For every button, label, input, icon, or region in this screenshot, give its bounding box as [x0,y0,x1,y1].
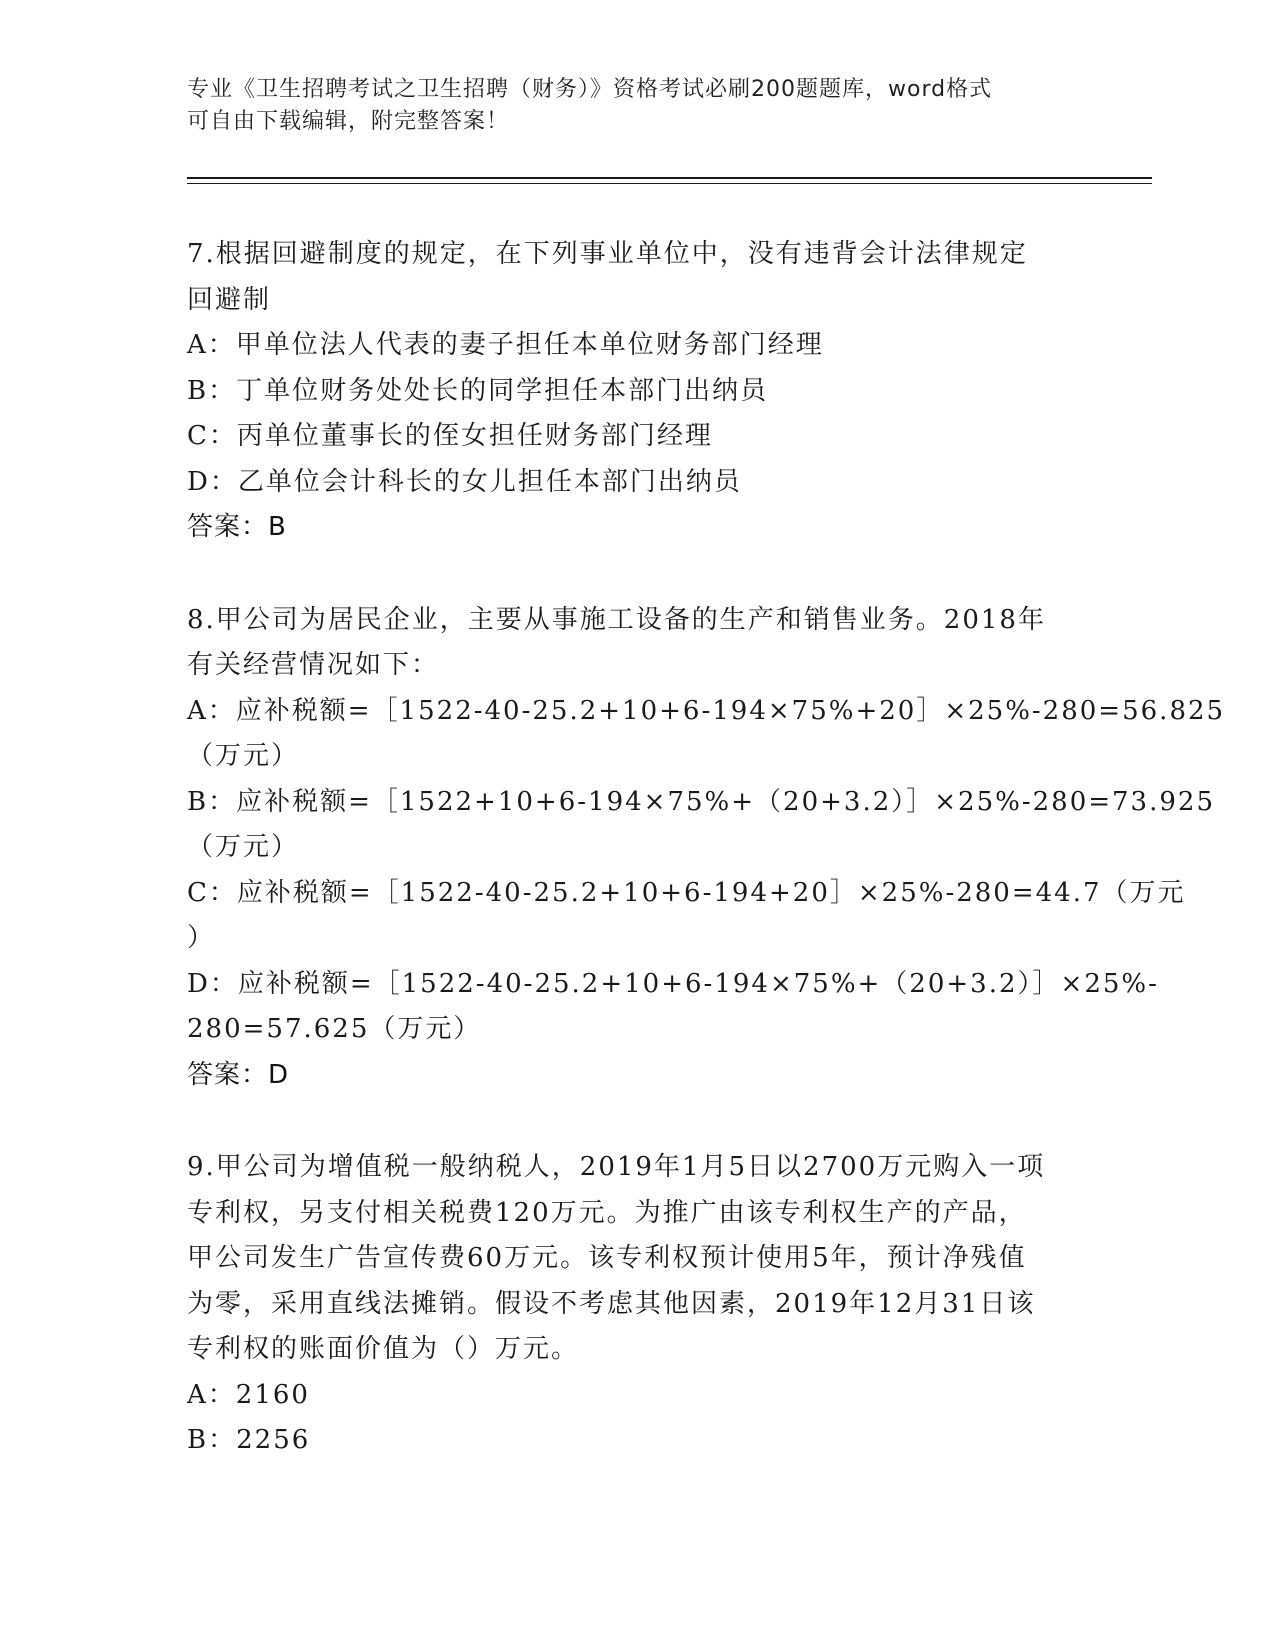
question-stem-line: 为零，采用直线法摊销。假设不考虑其他因素，2019年12月31日该 [187,1288,1036,1319]
option-line: A：2160 [187,1379,310,1410]
answer-line: 答案：D [187,1059,290,1090]
option-line: 280=57.625（万元） [187,1014,482,1044]
option-line: C：丙单位董事长的侄女担任财务部门经理 [187,421,713,451]
question-block [187,598,1226,1099]
option-line: A：甲单位法人代表的妻子担任本单位财务部门经理 [187,330,824,360]
option-line: D：乙单位会计科长的女儿担任本部门出纳员 [187,466,742,497]
question-list [187,232,1226,1511]
answer-line: 答案：B [187,512,287,542]
question-stem-line: 专利权，另支付相关税费120万元。为推广由该专利权生产的产品， [187,1197,1027,1228]
header-divider-thick [187,177,1152,179]
option-line: C：应补税额=［1522-40-25.2+10+6-194+20］×25%-280=44.7（万元 [187,877,1186,908]
question-stem-line: 专利权的账面价值为（）万元。 [187,1334,580,1364]
question-block [187,1145,1087,1464]
question-stem-line: 有关经营情况如下： [187,650,440,680]
option-line: （万元） [187,832,300,862]
option-line: B：应补税额=［1522+10+6-194×75%+（20+3.2）］×25%-280=73.925 [187,786,1215,817]
header-line-2: 可自由下载编辑，附完整答案！ [187,109,510,134]
header-divider-thin [187,183,1152,184]
option-line: B：丁单位财务处处长的同学担任本部门出纳员 [187,375,769,406]
question-stem-line: 8.甲公司为居民企业，主要从事施工设备的生产和销售业务。2018年 [187,604,1046,635]
option-line: D：应补税额=［1522-40-25.2+10+6-194×75%+（20+3.2）］×25%- [187,968,1159,999]
document-header [187,74,1087,138]
question-stem-line: 7.根据回避制度的规定，在下列事业单位中，没有违背会计法律规定 [187,239,1028,269]
option-line: B：2256 [187,1425,311,1455]
question-stem-line: 回避制 [187,284,272,315]
option-line: （万元） [187,741,300,771]
question-stem-line: 甲公司发生广告宣传费60万元。该专利权预计使用5年，预计净残值 [187,1243,1027,1273]
header-line-1: 专业《卫生招聘考试之卫生招聘（财务）》资格考试必刷200题题库，word格式 [187,77,993,102]
option-line: ） [187,923,216,953]
question-block [187,232,1087,551]
option-line: A：应补税额=［1522-40-25.2+10+6-194×75%+20］×25%-280=56.825 [187,695,1226,726]
question-stem-line: 9.甲公司为增值税一般纳税人，2019年1月5日以2700万元购入一项 [187,1152,1046,1182]
